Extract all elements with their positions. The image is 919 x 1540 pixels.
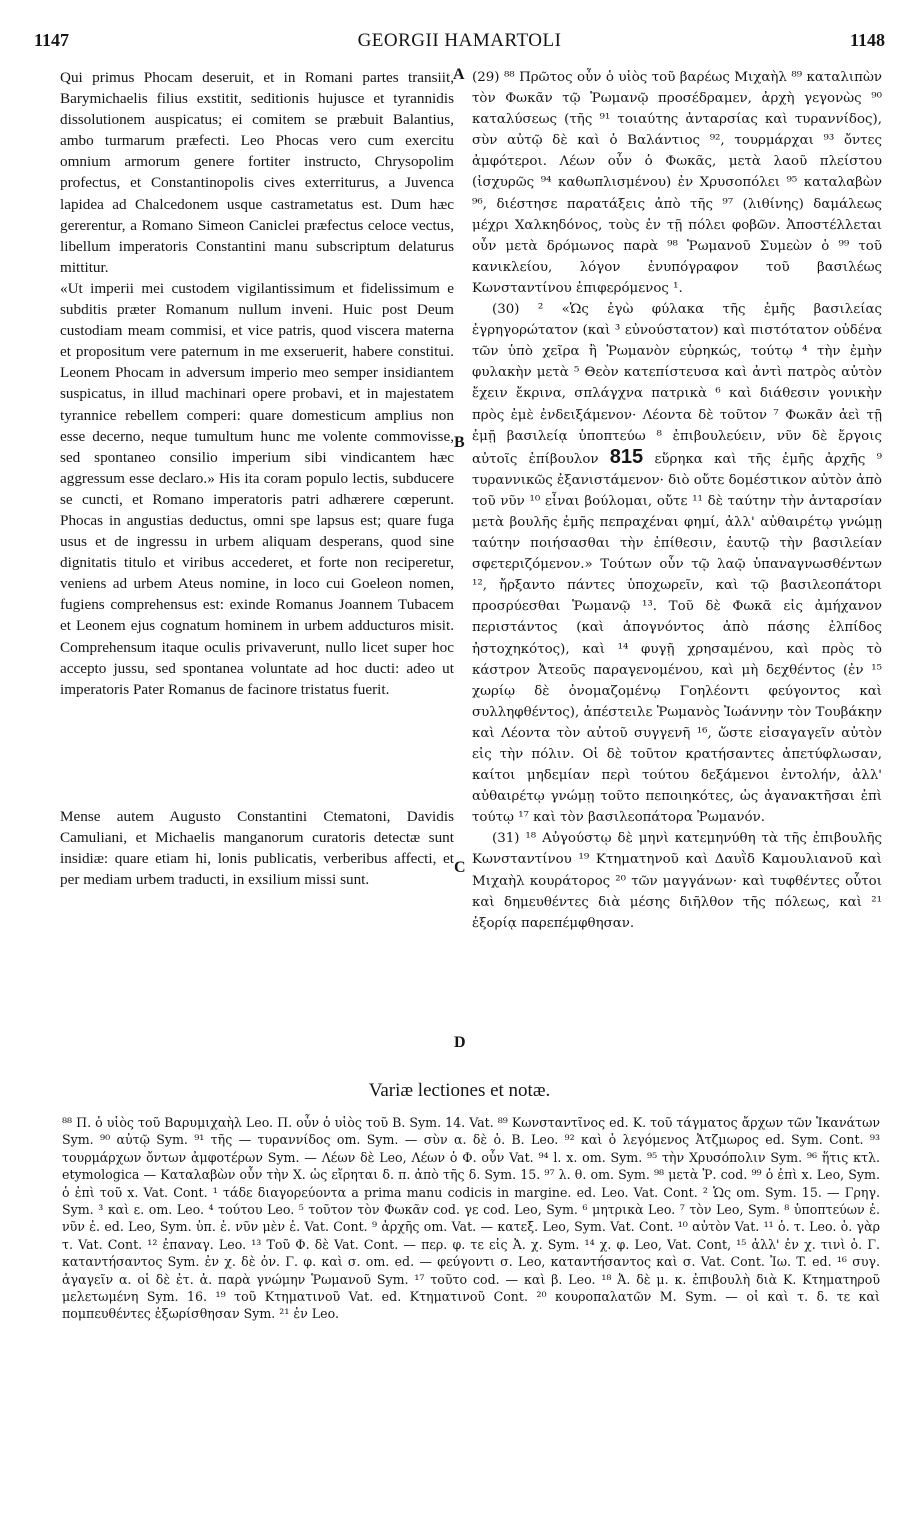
greek-text: εὕρηκα καὶ τῆς ἐμῆς ἀρχῆς ⁹ τυραννικῶς ἐξανιστάμενον· διὸ οὔτε δομέστικον αὐτὸν ἀπὸ τοῦ νῦν ¹⁰ εἶναι βούλομαι, οὔτε ¹¹ δὲ ταύτην τὴν ἀνταρσίαν μετὰ βουλῆς ἐμῆς πεπραχέναι φημί, ἀλλ' αὐθαιρέτῳ γνώμῃ ταύτην ποιήσασθαι τὴν ἐπίθεσιν, ἑαυτῷ τὴν βασιλείαν σφετεριζόμενον.» Τούτων οὖν τῷ λαῷ ὑπαναγνωσθέντων ¹², ἤρξαντο πάντες ὑποχωρεῖν, καὶ τῷ βασιλεοπάτορι προσρύεσθαι Ῥωμανῷ ¹³. Τοῦ δὲ Φωκᾶ εἰς ἀμήχανον περιστάντος (καὶ ἀπογνόντος ἀπὸ πάσης ἐλπίδος ἠστοχηκότος), καὶ ¹⁴ φυγῇ χρησαμένου, καὶ πρὸς τὸ κάστρον Ἀτεοῦς παραγενομένου, καὶ μὴ δεχθέντος (ἐν ¹⁵ χωρίῳ δὲ ὀνομαζομένῳ Γοηλέοντι φεύγοντος καὶ συλληφθέντος), ἀπέστειλε Ῥωμανὸς Ἰωάννην τὸν Τουβάκην καὶ Λέοντα τὸν αὐτοῦ συγγενῆ ¹⁶, ὥστε εἰσαγαγεῖν αὐτὸν εἰς τὴν πόλιν. Οἱ δὲ τοῦτον κρατήσαντες ἀπετύφλωσαν, καίτοι μηδεμίαν περὶ τούτου δεξάμενοι ἐντολήν, ἀλλ' αὐθαιρέτῳ γνώμῃ τοῦτο πεποιηκότες, ὡς ἀγανακτῆσαι ἐπὶ τούτῳ ¹⁷ καὶ τὸν βασιλεοπάτορα Ῥωμανόν.	[472, 451, 883, 826]
page-header	[34, 30, 885, 56]
critical-apparatus	[62, 1114, 880, 1323]
column-number: 815	[609, 445, 644, 468]
margin-letter-b: B	[454, 434, 465, 451]
variae-lectiones-title: Variæ lectiones et notæ.	[368, 1080, 551, 1101]
margin-letter-a: A	[453, 66, 465, 83]
latin-paragraph: «Ut imperii mei custodem vigilantissimum et fidelissimum e subditis præter Romanum nullum inveni. Huic post Deum custodiam meam commisi, et vice patris, quod viscera materna et propositum vere paternum in me exseruerit, habere constitui. Leonem Phocam in adversum imperio meo semper insidiantem suspicatus, in illud machinari opere probavi, et in majestatem tyrannice rebellem comperi: quare domesticum amplius non esse decerno, neque tumultum hunc me volente commovisse, sed spontaneo consilio imperium sibi vindicantem hæc aggressum esse declaro.» His ita coram populo lectis, subducere se cuncti, et Romano imperatoris patri adhærere cœperunt. Phocas in angustias deductus, omni spe lapsus est; quare fuga usus et de ingressu in urbem aliquam desperans, quod sine dignitatis titulo et viribus accederet, et forte non reciperetur, veniens ad urbem Ateus nomine, in loco cui Goeleon nomen, fugiens comprehensus est: exinde Romanus Joannem Tubacem et Leonem ejus cognatum hominem in urbem adducturos misit. Comprehensum itaque oculis privaverunt, nullo licet super hoc accepto jussu, sed spontanea voluntate ad hoc ducti: adeo ut imperatoris Pater Romanus de facinore tristatus fuerit.	[60, 279, 454, 698]
margin-letter-c: C	[454, 859, 466, 876]
greek-paragraph	[472, 299, 882, 828]
notes-text: ⁸⁸ Π. ὁ υἱὸς τοῦ Βαρυμιχαὴλ Leo. Π. οὖν ὁ υἱὸς τοῦ Β. Sym. 14. Vat. ⁸⁹ Κωνσταντῖνος ed. K. τοῦ τάγματος ἄρχων τῶν Ἱκανάτων Sym. ⁹⁰ αὐτῷ Sym. ⁹¹ τῆς — τυραννίδος om. Sym. — σὺν α. δὲ ὁ. B. Leo. ⁹² καὶ ὁ λεγόμενος Ἀτζμωρος ed. Sym. Cont. ⁹³ τουρμάρχων ὄντων ἀμφοτέρων Sym. — Λέων δὲ Leo, Λέων ὁ Φ. οὖν Vat. ⁹⁴ l. x. om. Sym. ⁹⁵ τὴν Χρυσόπολιν Sym. ⁹⁶ ἥτις κτλ. etymologica — Καταλαβὼν οὖν τὴν Χ. ὡς εἴρηται δ. π. ἀπὸ τῆς δ. Sym. 15. ⁹⁷ λ. θ. om. Sym. ⁹⁸ μετὰ Ῥ. cod. ⁹⁹ ὁ ἐπὶ x. Leo, Sym. ὁ ἐπὶ τοῦ x. Vat. Cont. ¹ τάδε διαγορεύοντα a prima manu codicis in margine. ed. Leo. Vat. Cont. ² Ὡς om. Sym. 15. — Γρηγ. Sym. ³ καὶ ε. om. Leo. ⁴ τούτου Leo. ⁵ τοῦτον τὸν Φωκᾶν cod. γε cod. Leo, Sym. ⁶ μητρικὰ Leo. ⁷ τὸν Leo, Sym. ⁸ ὑποπτεύων ἐ. νῦν ἐ. ed. Leo, Sym. ὑπ. ἐ. νῦν μὲν ἐ. Vat. Cont. ⁹ ἀρχῆς om. Vat. — κατεξ. Leo, Sym. Vat. Cont. ¹⁰ αὐτὸν Vat. ¹¹ ὁ. τ. Leo. ὁ. γὰρ τ. Vat. Cont. ¹² ἐπαναγ. Leo. ¹³ Τοῦ Φ. δὲ Vat. Cont. — περ. φ. τε εἰς Ἀ. χ. Sym. ¹⁴ χ. φ. Leo, Vat. Cont, ¹⁵ ἀλλ' ἐν χ. τινὶ ὁ. Γ. καταντήσαντος Sym. ἐν χ. δὲ ὀν. Γ. φ. καὶ σ. om. ed. — φεύγοντι σ. Leo, καταντήσαντος καὶ σ. Vat. Cont. Ἰω. T. ed. ¹⁶ συγ. ἀγαγεῖν α. οἱ δὲ ἐτ. ἀ. παρὰ γνώμην Ῥωμανοῦ Sym. ¹⁷ τοῦτο cod. — καὶ β. Leo. ¹⁸ Ἀ. δὲ μ. κ. ἐπιβουλὴ διὰ K. Κτηματηροῦ μελετωμένη Sym. 16. ¹⁹ τοῦ Κτηματινοῦ Vat. ed. Κτηματινοῦ Cont. ²⁰ κουροπαλατῶν M. Sym. — οἱ καὶ τ. δ. τε καὶ πομπευθέντες ἐξωρίσθησαν Sym. ²¹ ἐν Leo.	[62, 1115, 880, 1322]
running-title: GEORGII HAMARTOLI	[357, 30, 562, 51]
margin-letter-d: D	[454, 1034, 466, 1051]
latin-paragraph: Mense autem Augusto Constantini Ctematoni, Davidis Camuliani, et Michaelis manganorum curatoris detectæ sunt insidiæ: quare etiam hi, lonis publicatis, verberibus affecti, et per mediam urbem traducti, in exsilium missi sunt.	[60, 807, 454, 889]
page-number-right: 1148	[849, 30, 885, 50]
greek-paragraph: (29) ⁸⁸ Πρῶτος οὖν ὁ υἱὸς τοῦ βαρέως Μιχαὴλ ⁸⁹ καταλιπὼν τὸν Φωκᾶν τῷ Ῥωμανῷ προσέδραμεν, ἀρχὴ γεγονὼς ⁹⁰ καταλύσεως (τῆς ⁹¹ τοιαύτης ἀνταρσίας καὶ τυραννίδος), σὺν αὐτῷ δὲ καὶ ὁ Βαλάντιος ⁹², τουρμάρχαι ⁹³ ὄντες ἀμφότεροι. Λέων οὖν ὁ Φωκᾶς, μετὰ λαοῦ πλείστου (ἰσχυρῶς ⁹⁴ καθωπλισμένου) ἐν Χρυσοπόλει ⁹⁵ καταλαβὼν ⁹⁶, διέστησε παρατάξεις ἀπὸ τῆς ⁹⁷ (λιθίνης) δαμάλεως μέχρι Χαλκηδόνος, τοὺς ἐν τῇ πόλει φοβῶν. Ἀποστέλλεται οὖν μετὰ δρόμωνος παρὰ ⁹⁸ Ῥωμανοῦ Συμεὼν ὁ ⁹⁹ τοῦ κανικλείου, λόγον ἐνυπόγραφον τοῦ βασιλέως Κωνσταντίνου ἐπιφερόμενος ¹.	[472, 70, 882, 296]
greek-column	[472, 67, 882, 934]
greek-paragraph: (31) ¹⁸ Αὐγούστῳ δὲ μηνὶ κατεμηνύθη τὰ τῆς ἐπιβουλῆς Κωνσταντίνου ¹⁹ Κτηματηνοῦ καὶ Δαυῒδ Καμουλιανοῦ καὶ Μιχαὴλ κουράτορος ²⁰ τῶν μαγγάνων· καὶ τυφθέντες οὗτοι καὶ δημευθέντες διὰ μέσης διῆλθον τῆς πόλεως, καὶ ²¹ ἐξορίᾳ παρεπέμφθησαν.	[472, 831, 882, 931]
greek-text: (30) ² «Ὡς ἐγὼ φύλακα τῆς ἐμῆς βασιλείας ἐγρηγορώτατον (καὶ ³ εὐνούστατον) καὶ πιστότατον οὐδένα τῶν ὑπὸ χεῖρα ἢ Ῥωμανὸν εὑρηκώς, τούτῳ ⁴ τὴν ἐμὴν φυλακὴν μετὰ ⁵ Θεὸν κατεπίστευσα καὶ ἀντὶ πατρὸς αὐτὸν ἔχειν ἔκρινα, σπλάγχνα πατρικὰ ⁶ καὶ διάθεσιν γονικὴν πρὸς ἐμὲ ἐνδειξάμενον· Λέοντα δὲ τοῦτον ⁷ Φωκᾶν ἀεὶ τῇ ἐμῇ βασιλείᾳ ὑποπτεύω ⁸ ἐπιβουλεύειν, νῦν δὲ ἔργοις αὐτοῖς ἐπίβουλον	[472, 302, 882, 467]
latin-paragraph: Qui primus Phocam deseruit, et in Romani partes transiit, Barymichaelis filius exstitit, seditionis hujusce et tyrannidis dissolutionem auspicatus; ei comitem se præbuit Balantius, ambo turmarum præfecti. Leo Phocas vero cum exercitu omnium armorum genere fortiter instructo, Chrysopolim profectus, et Constantinopolis cives exterriturus, a Juvenca lapidea ad Chalcedonem usque castrametatus est. Dum hæc gererentur, a Romano Simeon Caniclei præfectus celoce vectus, libellum imperatoris Constantini manu subscriptum delaturus mittitur.	[60, 69, 454, 276]
page-number-left: 1147	[34, 30, 70, 50]
latin-column	[60, 67, 454, 890]
